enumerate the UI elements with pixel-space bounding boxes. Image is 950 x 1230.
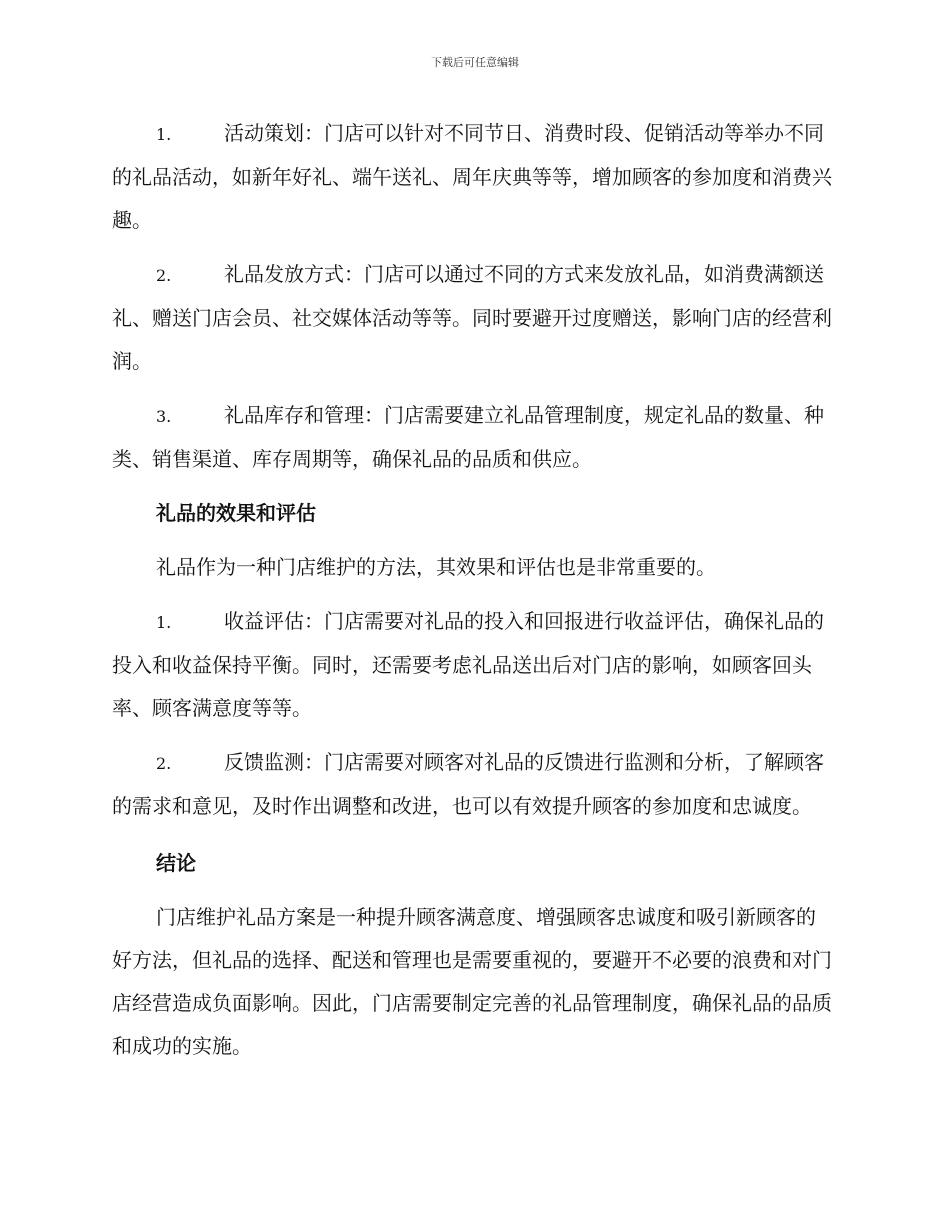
list-number: 1. <box>156 613 172 632</box>
list-number: 2. <box>156 754 172 773</box>
section-heading: 礼品的效果和评估 <box>156 501 316 525</box>
conclusion-text: 门店维护礼品方案是一种提升顾客满意度、增强顾客忠诚度和吸引新顾客的好方法，但礼品的选择、配送和管理也是需要重视的，要避开不必要的浪费和对门店经营造成负面影响。因此，门店需要制定完善的礼品管理制度，确保礼品的品质和成功的实施。 <box>112 905 832 1058</box>
list-text: 收益评估：门店需要对礼品的投入和回报进行收益评估，确保礼品的投入和收益保持平衡。同时，还需要考虑礼品送出后对门店的影响，如顾客回头率、顾客满意度等等。 <box>112 609 824 720</box>
list-item <box>112 741 834 828</box>
list-text: 礼品发放方式：门店可以通过不同的方式来发放礼品，如消费满额送礼、赠送门店会员、社交媒体活动等等。同时要避开过度赠送，影响门店的经营利润。 <box>112 262 832 373</box>
list-number: 2. <box>156 266 172 285</box>
section-intro: 礼品作为一种门店维护的方法，其效果和评估也是非常重要的。 <box>156 555 716 579</box>
document-body <box>112 112 834 1079</box>
list-number: 3. <box>156 407 172 426</box>
list-text: 礼品库存和管理：门店需要建立礼品管理制度，规定礼品的数量、种类、销售渠道、库存周期等，确保礼品的品质和供应。 <box>112 403 824 471</box>
list-item <box>112 112 834 242</box>
list-item <box>112 253 834 383</box>
list-text: 反馈监测：门店需要对顾客对礼品的反馈进行监测和分析，了解顾客的需求和意见，及时作出调整和改进，也可以有效提升顾客的参加度和忠诚度。 <box>112 750 824 818</box>
list-item <box>112 600 834 730</box>
list-item <box>112 394 834 481</box>
page-header: 下载后可任意编辑 <box>431 56 519 69</box>
conclusion-heading: 结论 <box>156 851 196 875</box>
list-text: 活动策划：门店可以针对不同节日、消费时段、促销活动等举办不同的礼品活动，如新年好礼、端午送礼、周年庆典等等，增加顾客的参加度和消费兴趣。 <box>112 121 832 232</box>
list-number: 1. <box>156 125 172 144</box>
